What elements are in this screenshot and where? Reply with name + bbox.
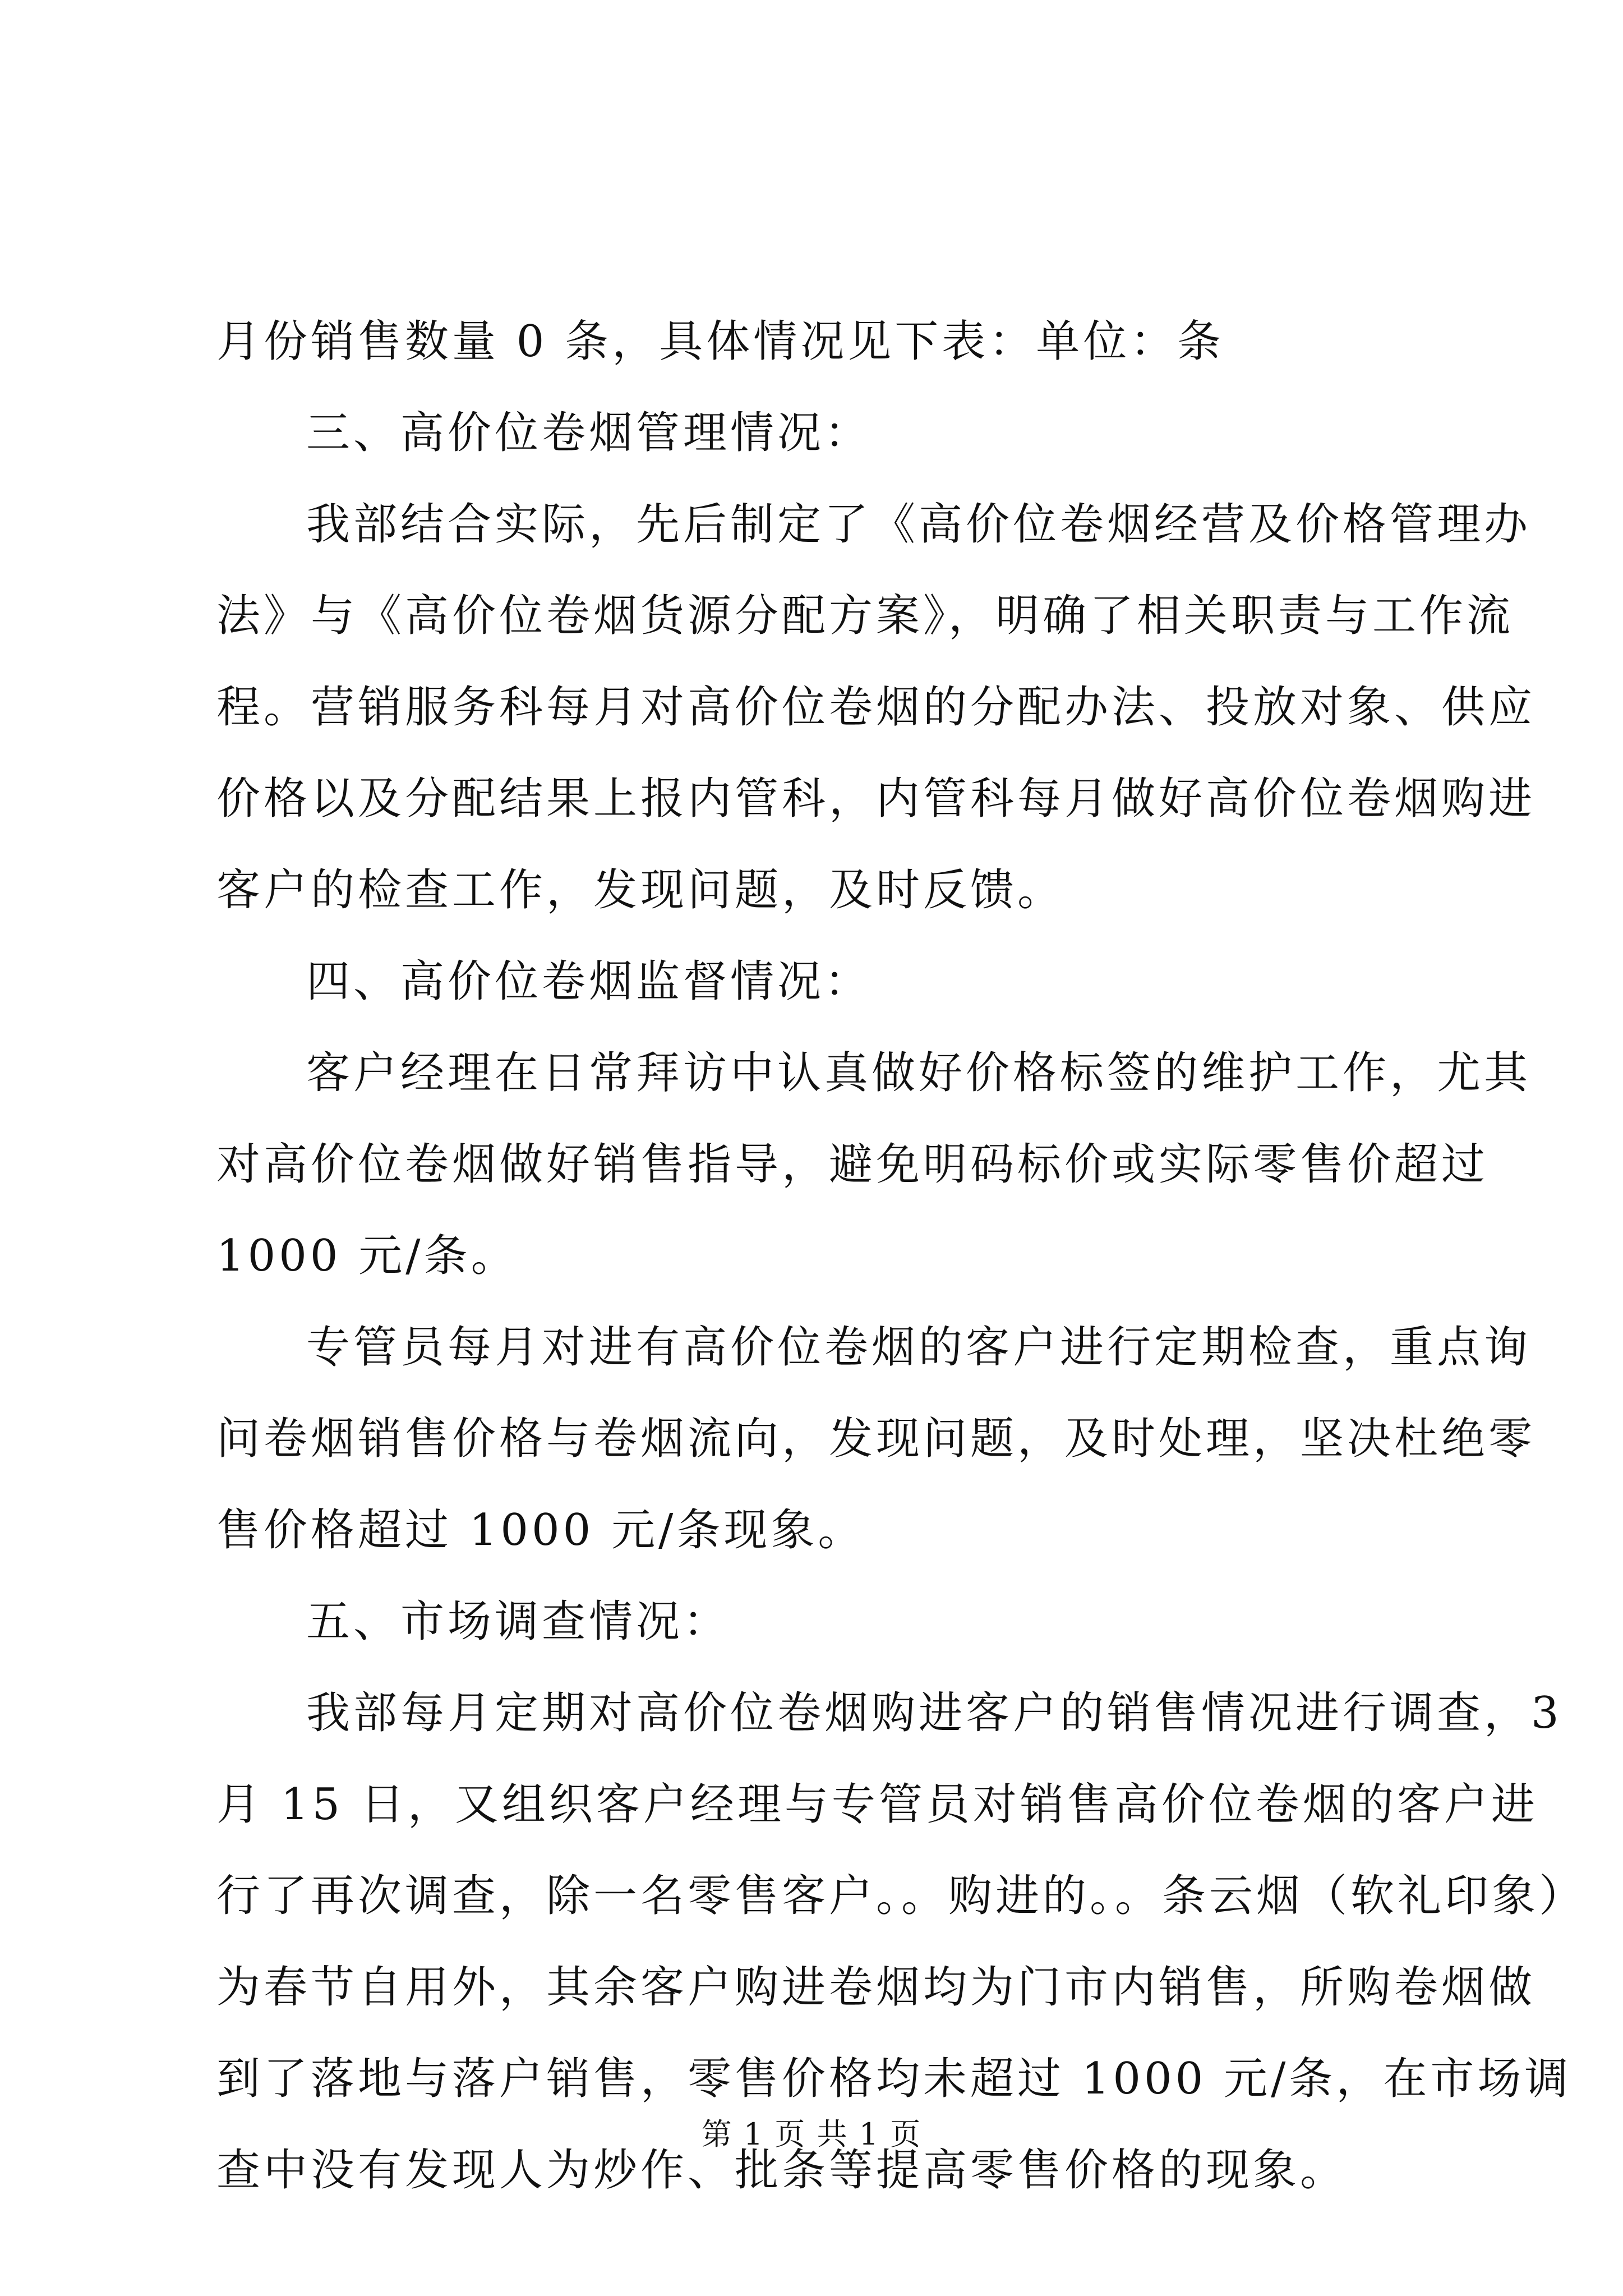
body-line: 月 15 日，又组织客户经理与专管员对销售高价位卷烟的客户进 [216,1779,1538,1830]
body-line: 到了落地与落户销售，零售价格均未超过 1000 元/条，在市场调 [216,2054,1572,2104]
section-heading-3: 三、高价位卷烟管理情况： [306,408,872,458]
body-line: 售价格超过 1000 元/条现象。 [216,1505,865,1556]
page-number-footer: 第 1 页 共 1 页 [701,2116,922,2152]
body-line: 1000 元/条。 [216,1231,518,1281]
document-body [216,296,1587,2216]
body-line: 行了再次调查，除一名零售客户。。购进的。。条云烟（软礼印象） [216,1871,1587,1921]
body-line: 查中没有发现人为炒作、批条等提高零售价格的现象。 [216,2145,1348,2196]
body-line: 月份销售数量 0 条，具体情况见下表：单位：条 [216,316,1225,367]
body-line: 我部结合实际，先后制定了《高价位卷烟经营及价格管理办 [306,499,1532,550]
body-line: 程。营销服务科每月对高价位卷烟的分配办法、投放对象、供应 [216,682,1536,733]
body-line: 问卷烟销售价格与卷烟流向，发现问题，及时处理，坚决杜绝零 [216,1414,1536,1464]
body-line: 我部每月定期对高价位卷烟购进客户的销售情况进行调查，3 [306,1688,1562,1738]
body-line: 为春节自用外，其余客户购进卷烟均为门市内销售，所购卷烟做 [216,1962,1536,2013]
section-heading-4: 四、高价位卷烟监督情况： [306,956,872,1007]
body-line: 专管员每月对进有高价位卷烟的客户进行定期检查，重点询 [306,1322,1532,1373]
body-line: 对高价位卷烟做好销售指导，避免明码标价或实际零售价超过 [216,1139,1489,1190]
body-line: 客户经理在日常拜访中认真做好价格标签的维护工作，尤其 [306,1048,1532,1098]
section-heading-5: 五、市场调查情况： [306,1596,731,1647]
body-line: 法》与《高价位卷烟货源分配方案》，明确了相关职责与工作流 [216,591,1514,641]
body-line: 价格以及分配结果上报内管科，内管科每月做好高价位卷烟购进 [216,774,1536,824]
body-line: 客户的检查工作，发现问题，及时反馈。 [216,865,1065,915]
